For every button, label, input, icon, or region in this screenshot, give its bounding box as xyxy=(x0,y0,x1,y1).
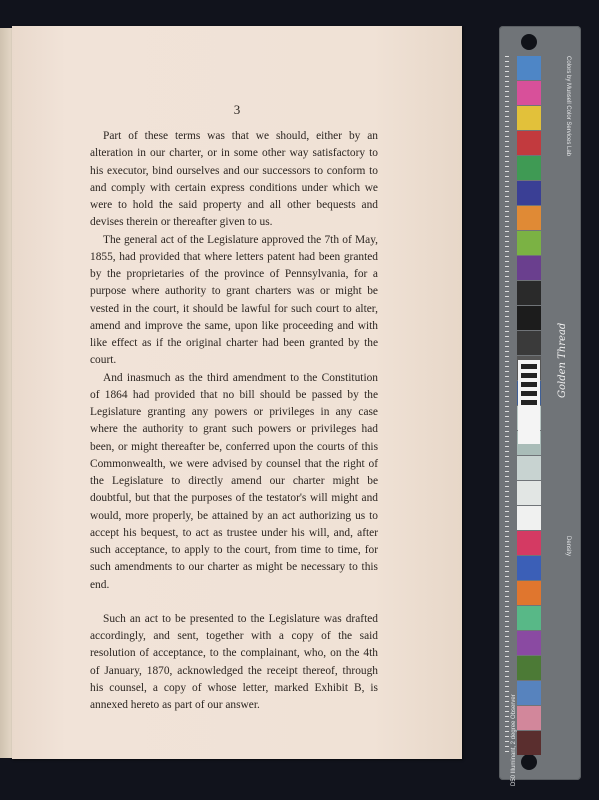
document-page xyxy=(12,26,462,759)
color-swatch xyxy=(517,581,541,605)
color-swatch xyxy=(517,631,541,655)
paragraph: The general act of the Legislature approved the 7th of May, 1855, had provided that where letters patent had been granted by the proprietaries of the province of Pennsylvania, for a purpose where authority to grant charters was or might be vested in the court, it should be lawful for such court to alter, amend and improve the same, upon like proceeding and with like effect as if the original charter had been granted by the court. xyxy=(90,233,378,367)
color-swatch xyxy=(517,456,541,480)
color-swatch xyxy=(517,106,541,130)
color-swatch xyxy=(517,281,541,305)
color-swatch xyxy=(517,506,541,530)
grayscale-card xyxy=(518,360,540,444)
target-brand-text: Colors by Munsell Color Services Lab xyxy=(565,56,571,157)
color-swatch xyxy=(517,656,541,680)
color-swatch xyxy=(517,206,541,230)
target-illuminant-text: D50 Illuminant, 2 degree Observer xyxy=(511,694,517,786)
ruler-scale xyxy=(505,56,509,756)
color-swatch xyxy=(517,131,541,155)
color-swatch xyxy=(517,331,541,355)
target-density-label: Density xyxy=(565,536,571,557)
color-reference-target xyxy=(499,26,581,786)
color-swatch xyxy=(517,81,541,105)
paragraph: Such an act to be presented to the Legislature was drafted accordingly, and sent, together with a copy of the said resolution of acceptance, to the complainant, who, on the 4th of January, 1870, acknowledged the receipt thereof, through his counsel, a copy of whose letter, marked Exhibit B, is annexed hereto as part of our answer. xyxy=(90,612,378,711)
page-number: 3 xyxy=(233,102,241,117)
color-swatch xyxy=(517,531,541,555)
color-swatch xyxy=(517,156,541,180)
color-swatch xyxy=(517,556,541,580)
color-swatch xyxy=(517,606,541,630)
color-swatch xyxy=(517,181,541,205)
color-swatch xyxy=(517,706,541,730)
color-swatch xyxy=(517,256,541,280)
color-swatch xyxy=(517,681,541,705)
paragraph: Part of these terms was that we should, either by an alteration in our charter, or in some other way satisfactory to his executor, bind ourselves and our successors to conform to and comply with certain express conditions under which we were to hold the said property and all other bequests and devises therein or thereafter given to us. xyxy=(90,130,378,229)
color-swatch xyxy=(517,56,541,80)
paragraph: And inasmuch as the third amendment to the Constitution of 1864 had provided that no bill should be passed by the Legislature granting any powers or privileges in any case where the authority to grant such powers or privileges had been, or might thereafter be, conferred upon the courts of this Commonwealth, we were advised by counsel that the right of the Legislature to directly amend our charter might be doubtful, but that the purposes of the testator's will might and would, more properly, be attained by an act authorizing us to accept his bequest, to act as trustee under his will, and, after such acceptance, to apply to the court, from time to time, for such amendments to our charter as might be necessary to this end. xyxy=(90,371,378,591)
color-swatch xyxy=(517,231,541,255)
color-swatch xyxy=(517,481,541,505)
color-swatch xyxy=(517,306,541,330)
page-body xyxy=(90,128,378,714)
mount-hole-icon xyxy=(521,34,537,50)
color-swatch xyxy=(517,731,541,755)
handwritten-label: Golden Thread xyxy=(557,322,568,398)
mount-hole-icon xyxy=(521,754,537,770)
